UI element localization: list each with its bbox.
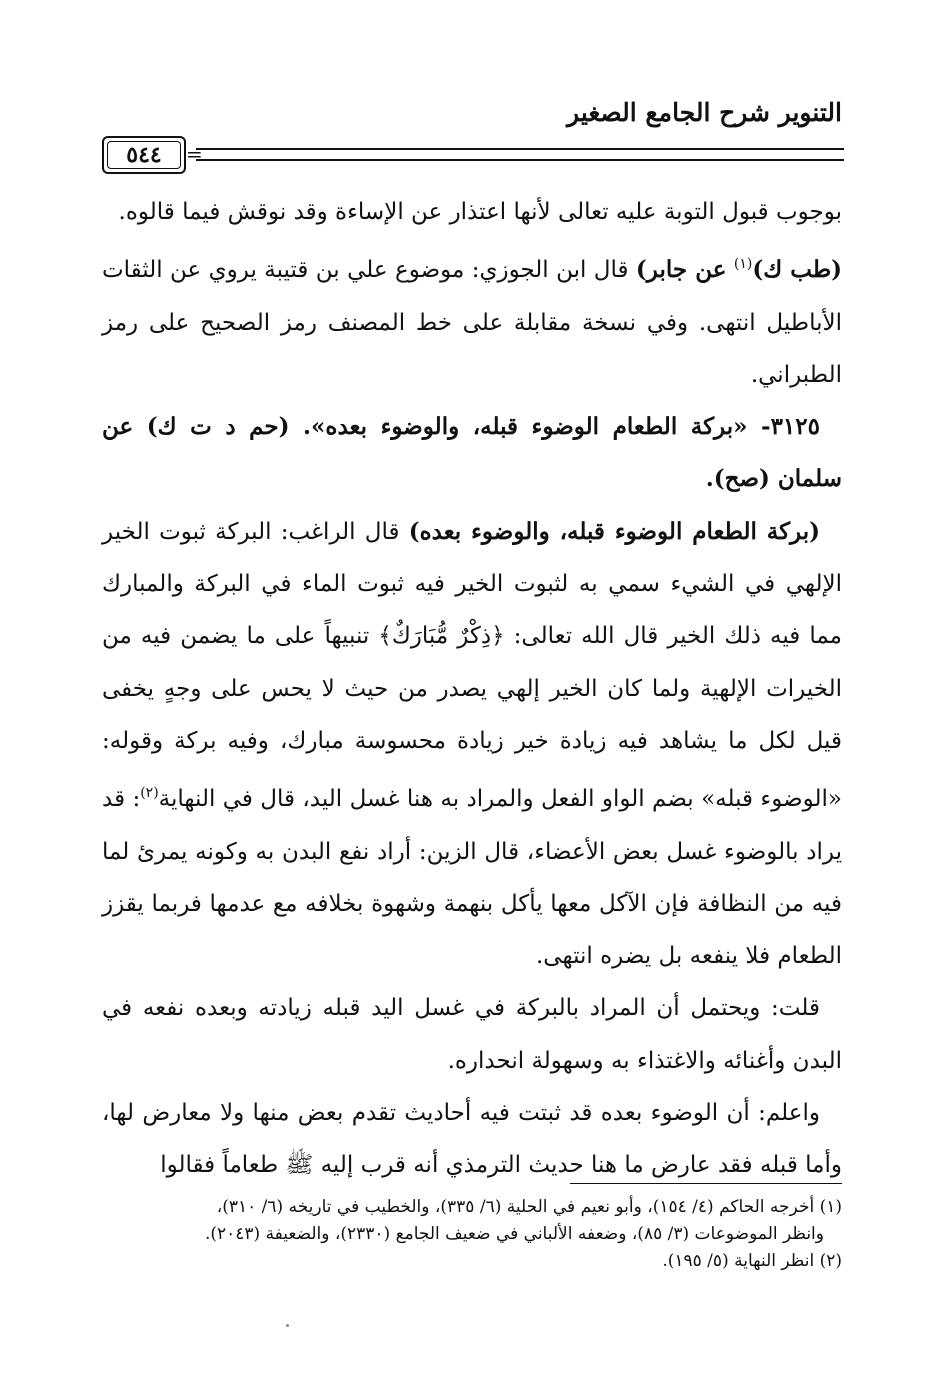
paragraph — [102, 186, 842, 238]
text-run: قال الراغب: البركة ثبوت الخير الإلهي في الشيء سمي به لثبوت الخير فيه ثبوت الماء في البركة والمبارك مما فيه ذلك الخير قال الله تعالى: ﴿ذِكْرٌ مُّبَارَكٌ﴾ تنبيهاً على ما يضمن فيه من الخيرات الإلهية ولما كان الخير إلهي يصدر من حيث لا يحس على وجهٍ يخفى قيل لكل ما يشاهد فيه زيادة خير زيادة محسوسة مبارك، وفيه بركة وقوله: «الوضوء قبله» بضم الواو الفعل والمراد به هنا غسل اليد، قال في النهاية — [102, 518, 842, 813]
footnote-divider — [570, 1183, 842, 1184]
running-title: التنوير شرح الجامع الصغير — [567, 98, 842, 127]
paragraph — [102, 506, 842, 983]
text-run: قال ابن الجوزي: موضوع علي بن قتيبة يروي عن الثقات الأباطيل انتهى. وفي نسخة مقابلة على خط المصنف رمز الصحيح على رمز الطبراني. — [102, 257, 842, 388]
page-number — [102, 136, 186, 174]
paragraph — [102, 982, 842, 1087]
main-text — [102, 186, 842, 1192]
page-number-label: ٥٤٤ — [126, 142, 162, 168]
footnote: (١) أخرجه الحاكم (٤/ ١٥٤)، وأبو نعيم في الحلية (٦/ ٣٣٥)، والخطيب في تاريخه (٦/ ٣١٠)، — [216, 1197, 842, 1217]
hadith-number: ٣١٢٥- — [761, 413, 820, 441]
text-line: بوجوب قبول التوبة عليه تعالى لأنها اعتذار عن الإساءة وقد نوقش فيما قالوه. — [118, 199, 842, 225]
footnote-ref: (١) — [733, 256, 753, 273]
paragraph — [102, 238, 842, 401]
narrator: عن جابر) — [635, 256, 727, 284]
footnote-continuation: وانظر الموضوعات (٣/ ٨٥)، وضعفه الألباني في ضعيف الجامع (٢٣٣٠)، والضعيفة (٢٠٤٣). — [204, 1224, 824, 1244]
hadith-text: «بركة الطعام الوضوء قبله، والوضوء بعده». (حم د ت ك) عن سلمان (صح). — [102, 413, 842, 493]
source-code: (طب ك) — [752, 256, 843, 284]
footnote: (٢) انظر النهاية (٥/ ١٩٥). — [662, 1251, 842, 1271]
header-rule-thin — [196, 160, 844, 161]
footnotes — [102, 1194, 842, 1275]
paragraph — [102, 1087, 842, 1192]
text-run: قلت: ويحتمل أن المراد بالبركة في غسل اليد قبله زيادته وبعده نفعه في البدن وأغنائه والاغتذاء به وسهولة انحداره. — [102, 995, 842, 1074]
footnote-ref: (٢) — [140, 785, 159, 802]
hadith-entry — [102, 401, 842, 506]
text-run: : قد يراد بالوضوء غسل بعض الأعضاء، قال الزين: أراد نفع البدن به وكونه يمرئ لما فيه من النظافة فإن الآكل معها يأكل بنهمة وشهوة بخلافه مع عدمها فربما يقزز الطعام فلا ينفعه بل يضره انتهى. — [102, 786, 842, 970]
text-run: واعلم: أن الوضوء بعده قد ثبتت فيه أحاديث تقدم بعض منها ولا معارض لها، وأما قبله فقد عارض ما هنا حديث الترمذي أنه قرب إليه ﷺ طعاماً فقالوا — [102, 1100, 842, 1179]
page-speck — [286, 1324, 289, 1327]
hadith-quote: (بركة الطعام الوضوء قبله، والوضوء بعده) — [408, 517, 821, 545]
header-mark: = — [186, 142, 203, 166]
